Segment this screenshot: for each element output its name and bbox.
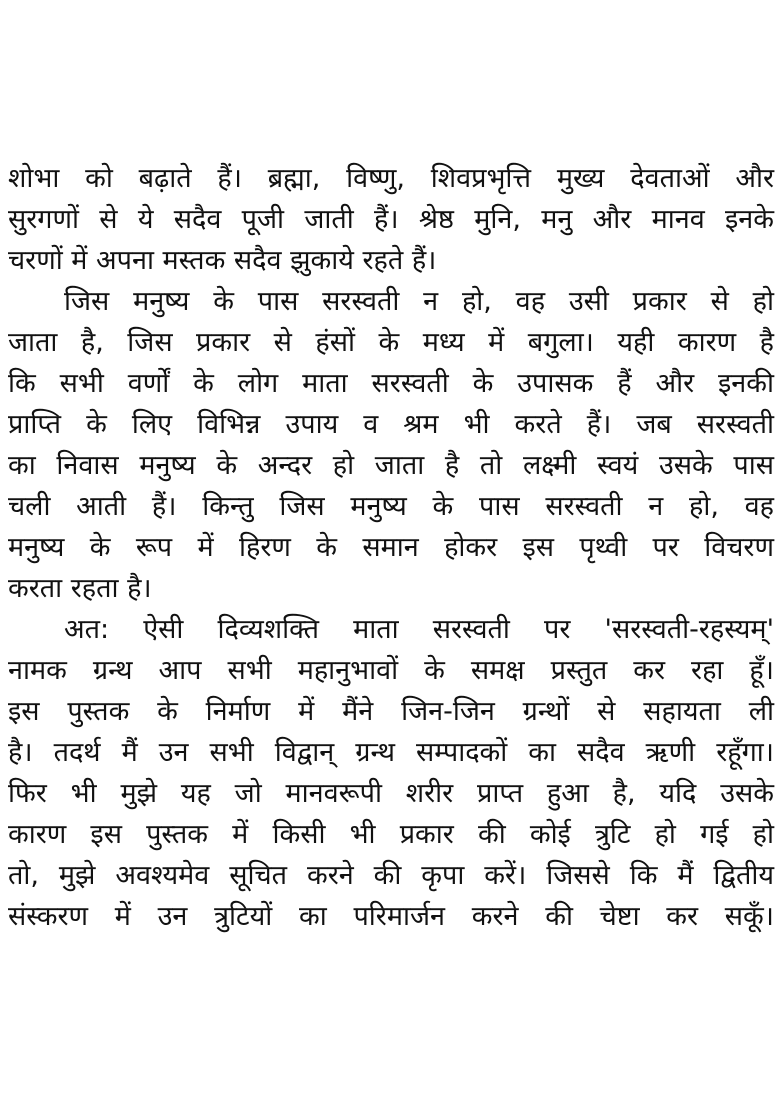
text-line: प्राप्ति के लिए विभिन्न उपाय व श्रम भी करते हैं। जब सरस्वती xyxy=(8,409,774,440)
text-line: तो, मुझे अवश्यमेव सूचित करने की कृपा करें। जिससे कि मैं द्वितीय xyxy=(8,860,774,891)
text-line: फिर भी मुझे यह जो मानवरूपी शरीर प्राप्त हुआ है, यदि उसके xyxy=(8,778,774,809)
text-line: कारण इस पुस्तक में किसी भी प्रकार की कोई त्रुटि हो गई हो xyxy=(8,819,774,850)
paragraph-start-line: जिस मनुष्य के पास सरस्वती न हो, वह उसी प्रकार से हो xyxy=(64,286,774,317)
document-page xyxy=(8,158,774,937)
text-line: जाता है, जिस प्रकार से हंसों के मध्य में बगुला। यही कारण है xyxy=(8,327,774,358)
text-line: चरणों में अपना मस्तक सदैव झुकाये रहते हैं। xyxy=(8,245,437,276)
text-line: इस पुस्तक के निर्माण में मैंने जिन-जिन ग्रन्थों से सहायता ली xyxy=(8,696,774,727)
text-line: नामक ग्रन्थ आप सभी महानुभावों के समक्ष प्रस्तुत कर रहा हूँ। xyxy=(8,655,774,686)
text-line: करता रहता है। xyxy=(8,573,152,604)
text-line: का निवास मनुष्य के अन्दर हो जाता है तो लक्ष्मी स्वयं उसके पास xyxy=(8,450,774,481)
text-line: संस्करण में उन त्रुटियों का परिमार्जन करने की चेष्टा कर सकूँ। xyxy=(8,901,774,932)
text-line: शोभा को बढ़ाते हैं। ब्रह्मा, विष्णु, शिवप्रभृत्ति मुख्य देवताओं और xyxy=(8,163,774,194)
text-line: सुरगणों से ये सदैव पूजी जाती हैं। श्रेष्ठ मुनि, मनु और मानव इनके xyxy=(8,204,774,235)
paragraph-start-line: अत: ऐसी दिव्यशक्ति माता सरस्वती पर 'सरस्वती-रहस्यम्' xyxy=(64,614,774,645)
text-line: है। तदर्थ मैं उन सभी विद्वान् ग्रन्थ सम्पादकों का सदैव ऋणी रहूँगा। xyxy=(8,737,774,768)
text-line: मनुष्य के रूप में हिरण के समान होकर इस पृथ्वी पर विचरण xyxy=(8,532,774,563)
text-line: कि सभी वर्णों के लोग माता सरस्वती के उपासक हैं और इनकी xyxy=(8,368,774,399)
text-line: चली आती हैं। किन्तु जिस मनुष्य के पास सरस्वती न हो, वह xyxy=(8,491,774,522)
